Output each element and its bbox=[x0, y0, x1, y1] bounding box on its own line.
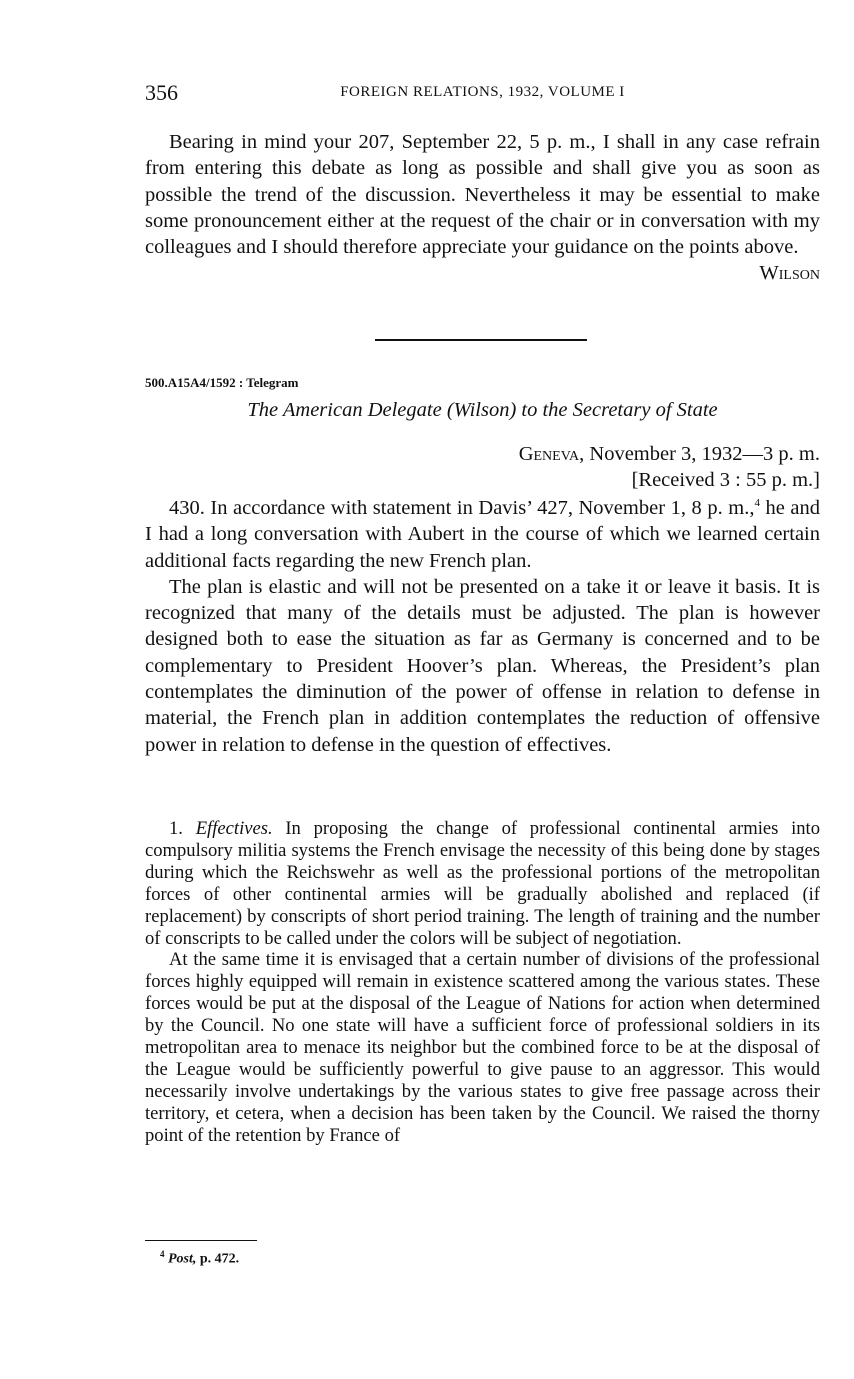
effectives-heading: Effectives. bbox=[195, 818, 273, 839]
document-title: The American Delegate (Wilson) to the Secretary of State bbox=[247, 399, 718, 421]
closing-paragraph: Bearing in mind your 207, September 22, 5 p. m., I shall in any case refrain from entering this debate as long as possible and shall give you as soon as possible the trend of the discussion. Nevertheless it may be essential to make some pronouncement either at the request of the chair or in conversation with my colleagues and I should therefore appreciate your guidance on the points above. bbox=[145, 131, 820, 259]
small-type-section bbox=[145, 818, 820, 1147]
dateline-place: Geneva, bbox=[518, 443, 585, 465]
effectives-text: In proposing the change of professional continental armies into compulsory militia systems the French envisage the necessity of this being done by stages during which the Reichswehr as well as the professional portions of the metropolitan forces of other continental armies will be gradually abolished and replaced (if replacement) by conscripts of short period training. The length of training and the number of conscripts to be called under the colors will be subject of negotiation. bbox=[145, 818, 821, 949]
footnote-mark: 4 bbox=[160, 1249, 165, 1259]
paragraph-divisions: At the same time it is envisaged that a certain number of divisions of the professional forces highly equipped will remain in existence scattered among the various states. These forces would be put at the disposal of the League of Nations for action when determined by the Council. No one state will have a sufficient force of professional soldiers in its metropolitan area to menace its neighbor but the combined force to be at the disposal of the League would be sufficiently powerful to give pause to an aggressor. This would necessarily involve undertakings by the various states to give free passage across their territory, et cetera, when a decision has been taken by the Council. We raised the thorny point of the retention by France of bbox=[145, 949, 820, 1146]
telegram-body bbox=[145, 495, 820, 758]
dateline-date: November 3, 1932—3 p. m. bbox=[584, 443, 820, 465]
paragraph-effectives bbox=[145, 818, 820, 949]
signature: Wilson bbox=[759, 262, 820, 285]
page-header bbox=[145, 80, 820, 108]
previous-document-end bbox=[145, 129, 820, 287]
paragraph-430 bbox=[145, 495, 820, 574]
page-number: 356 bbox=[145, 80, 178, 105]
footnote-rule bbox=[145, 1240, 257, 1241]
running-head: FOREIGN RELATIONS, 1932, VOLUME I bbox=[340, 84, 625, 100]
footnote-reference: 4 bbox=[754, 497, 760, 510]
footnote bbox=[160, 1249, 239, 1268]
paragraph-430-text-b: he and I had a long conversation with Aubert in the course of which we learned certain additional facts regarding the new French plan. bbox=[145, 497, 821, 572]
dateline bbox=[519, 441, 820, 493]
file-reference: 500.A15A4/1592 : Telegram bbox=[145, 375, 299, 390]
footnote-page: p. 472. bbox=[196, 1251, 240, 1267]
paragraph-430-text-a: 430. In accordance with statement in Davis’ 427, November 1, 8 p. m., bbox=[169, 497, 755, 519]
effectives-number: 1. bbox=[169, 818, 196, 839]
section-divider bbox=[375, 339, 587, 341]
received-line: [Received 3 : 55 p. m.] bbox=[631, 469, 820, 491]
paragraph-plan: The plan is elastic and will not be presented on a take it or leave it basis. It is recognized that many of the details must be adjusted. The plan is however designed both to ease the situation as far as Germany is concerned and to be complementary to President Hoover’s plan. Whereas, the President’s plan contemplates the diminution of the power of offense in relation to defense in material, the French plan in addition contemplates the reduction of offensive power in relation to defense in the question of effectives. bbox=[145, 575, 820, 756]
footnote-source: Post, bbox=[168, 1251, 197, 1267]
